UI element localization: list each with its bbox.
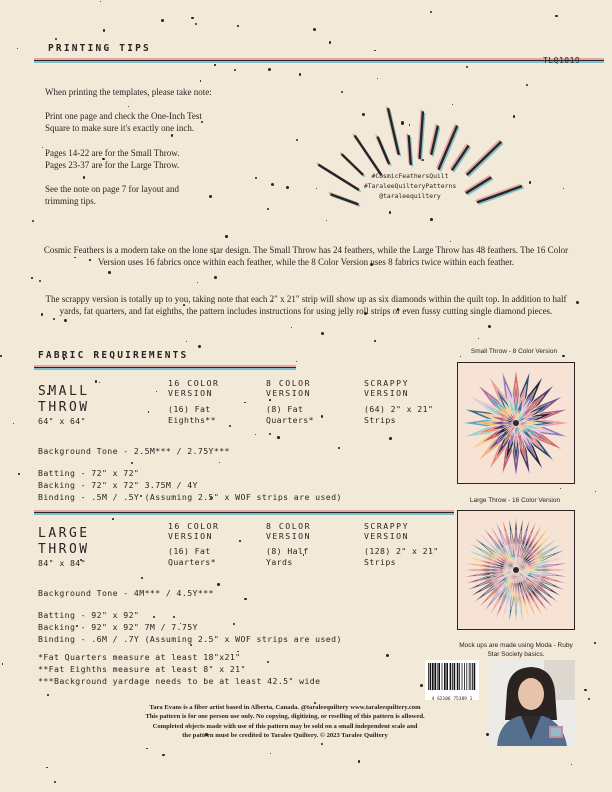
small-col3-value: (64) 2" x 21" Strips (364, 404, 434, 425)
paper-speck (555, 15, 557, 17)
barcode-bar (466, 663, 467, 690)
barcode-number: 4 62106 75389 1 (431, 697, 473, 702)
paper-speck (267, 208, 269, 210)
paper-speck (563, 188, 564, 189)
small-throw-title-2: THROW (38, 400, 90, 415)
paper-speck (594, 642, 596, 644)
paper-speck (478, 338, 479, 339)
paper-speck (18, 473, 20, 475)
paper-speck (420, 684, 423, 687)
barcode-bar (464, 663, 465, 690)
paper-speck (217, 583, 219, 585)
sunburst-ray (475, 184, 520, 200)
hashtag-quilt: #CosmicFeathersQuilt (371, 172, 449, 180)
paper-speck (225, 235, 227, 237)
paper-speck (53, 318, 55, 320)
paper-speck (100, 1, 101, 2)
paper-speck (244, 598, 246, 600)
large-col2-head: 8 COLOR VERSION (266, 521, 312, 541)
paper-speck (108, 271, 111, 274)
paper-speck (146, 748, 148, 750)
paper-speck (430, 11, 432, 13)
note-fat-eighths: **Fat Eighths measure at least 8" x 21" (38, 664, 246, 674)
mockup-note: Mock ups are made using Moda - Ruby Star Society basics. (459, 642, 573, 658)
paper-speck (13, 423, 14, 424)
barcode-bar (457, 663, 459, 690)
barcode-bar (462, 663, 463, 690)
intro-paragraph-1: Cosmic Feathers is a modern take on the lone star design. The Small Throw has 24 feathers, while the Large Throw has 48 feathers. The 16 Color Version uses 16 fabrics once within each feather, while the 8 Color Version uses 8 fabrics twice within each feather. (43, 245, 569, 267)
small-background: Background Tone - 2.5M*** / 2.75Y*** (38, 446, 230, 456)
paper-speck (2, 663, 3, 664)
small-throw-title-1: SMALL (38, 384, 90, 399)
paper-speck (255, 434, 256, 435)
large-col2-value: (8) Half Yards (266, 546, 309, 567)
paper-speck (291, 327, 292, 328)
paper-speck (571, 764, 572, 765)
small-throw-quilt-image (457, 362, 575, 484)
paper-speck (239, 540, 240, 541)
paper-speck (32, 220, 34, 222)
paper-speck (269, 399, 271, 401)
paper-speck (374, 50, 376, 52)
hashtag-patterns: #TaraleeQuilteryPatterns (363, 182, 457, 190)
large-col1-value: (16) Fat Quarters* (168, 546, 216, 567)
paper-speck (488, 325, 491, 328)
sunburst-rays-graphic (280, 65, 550, 225)
paper-speck (47, 694, 49, 696)
instagram-handle: @taraleequiltery (379, 192, 441, 200)
large-throw-size: 84" x 84" (38, 558, 86, 568)
lone-star-small-graphic (458, 363, 574, 483)
intro-paragraph-2: The scrappy version is totally up to you, taking note that each 2" x 21" strip will show up as six diamonds within the quilt top. In addition to half yards, fat quarters, and fat eighths, the pattern includes instructions for using jelly roll strips or even fussy cutting single diamond pieces. (45, 294, 567, 316)
hashtags (345, 171, 475, 201)
paper-speck (338, 447, 340, 449)
paper-speck (162, 754, 165, 757)
paper-speck (131, 462, 133, 464)
small-col3-head: SCRAPPY VERSION (364, 378, 410, 398)
large-batting: Batting - 92" x 92" (38, 610, 140, 620)
barcode-bars (425, 660, 479, 692)
small-col1-value: (16) Fat Eighths** (168, 404, 216, 425)
sunburst-ray (377, 137, 389, 165)
barcode-bar (438, 663, 440, 690)
paper-speck (595, 491, 596, 492)
barcode-bar (454, 663, 456, 690)
large-backing: Backing - 92" x 92" 7M / 7.75Y (38, 622, 198, 632)
paper-speck (233, 623, 235, 625)
paper-speck (237, 25, 238, 26)
large-binding: Binding - .6M / .7Y (Assuming 2.5" x WOF strips are used) (38, 634, 342, 644)
large-throw-title (38, 526, 90, 569)
note-fat-quarters: *Fat Quarters measure at least 18"x21" (38, 652, 241, 662)
large-throw-title-1: LARGE (38, 526, 90, 541)
paper-speck (198, 345, 201, 348)
paper-speck (141, 577, 143, 579)
large-background: Background Tone - 4M*** / 4.5Y*** (38, 588, 214, 598)
barcode-bar (469, 663, 470, 690)
paper-speck (42, 147, 43, 148)
barcode-bar (428, 663, 429, 690)
paper-speck (270, 753, 271, 754)
barcode-bar (452, 663, 453, 690)
paper-speck (560, 488, 561, 489)
sunburst-ray (452, 145, 469, 170)
paper-speck (54, 781, 56, 783)
paper-speck (46, 767, 48, 769)
paper-speck (64, 319, 67, 322)
paper-speck (195, 23, 198, 26)
paper-speck (321, 415, 324, 418)
paper-speck (313, 28, 316, 31)
footer-line-1: Tara Evans is a fiber artist based in Alberta, Canada. @taraleequiltery www.taraleequiltery.com (149, 704, 421, 711)
paper-speck (0, 355, 2, 357)
paper-speck (55, 38, 57, 40)
paper-speck (588, 698, 590, 700)
paper-speck (197, 282, 198, 283)
paper-speck (148, 411, 150, 413)
paper-speck (576, 301, 579, 304)
paper-speck (214, 276, 217, 279)
small-col2-value: (8) Fat Quarters* (266, 404, 314, 425)
paper-speck (389, 437, 392, 440)
paper-speck (268, 68, 271, 71)
small-batting: Batting - 72" x 72" (38, 468, 140, 478)
tip-line: Print one page and check the One-Inch Test (45, 111, 202, 122)
paper-speck (329, 41, 331, 43)
large-throw-quilt-image (457, 510, 575, 630)
paper-speck (219, 462, 220, 463)
paper-speck (31, 277, 33, 279)
barcode-bar (470, 663, 471, 690)
paper-speck (112, 518, 114, 520)
paper-speck (161, 19, 164, 22)
barcode-bar (474, 663, 476, 690)
barcode-bar (446, 663, 448, 690)
lone-star-large-graphic (458, 511, 574, 629)
paper-speck (584, 689, 586, 691)
paper-speck (99, 382, 100, 383)
small-throw-size: 64" x 64" (38, 416, 86, 426)
paper-speck (186, 341, 187, 342)
paper-speck (358, 760, 361, 763)
paper-speck (374, 340, 376, 342)
small-throw-caption: Small Throw - 8 Color Version (470, 348, 558, 355)
tip-line: See the note on page 7 for layout and (45, 184, 179, 195)
barcode-bar (459, 663, 460, 690)
large-throw-title-2: THROW (38, 542, 90, 557)
tip-line: Pages 23-37 are for the Large Throw. (45, 159, 180, 170)
paper-speck (234, 69, 236, 71)
barcode-bar (432, 663, 434, 690)
sunburst-ray (388, 108, 399, 155)
sunburst-ray (467, 142, 502, 175)
paper-speck (229, 425, 231, 427)
paper-speck (191, 17, 193, 19)
paper-speck (386, 654, 389, 657)
paper-speck (39, 280, 41, 282)
star-center (513, 567, 519, 573)
paper-speck (17, 48, 19, 50)
note-background-width: ***Background yardage needs to be at least 42.5" wide (38, 676, 321, 686)
footer-line-2: This pattern is for one person use only. No copying, digitizing, or reselling of this pattern is allowed. (145, 713, 425, 721)
barcode-bar (430, 663, 432, 690)
large-col3-head: SCRAPPY VERSION (364, 521, 410, 541)
paper-speck (277, 436, 280, 439)
paper-speck (269, 433, 271, 435)
printing-tips-heading: PRINTING TIPS (48, 43, 151, 54)
barcode-bar (472, 663, 473, 690)
paper-speck (103, 29, 106, 32)
paper-speck (200, 80, 201, 81)
small-col2-head: 8 COLOR VERSION (266, 378, 312, 398)
barcode-bar (444, 663, 446, 690)
paper-speck (460, 356, 461, 357)
paper-speck (321, 332, 324, 335)
author-photo (489, 660, 575, 746)
paper-speck (95, 380, 97, 382)
tip-line: trimming tips. (45, 196, 97, 207)
barcode-bar (437, 663, 438, 690)
pattern-code: TLQ1019 (543, 56, 581, 65)
barcode-bar (434, 663, 436, 690)
large-col3-value: (128) 2" x 21" Strips (364, 546, 439, 567)
tip-line: Pages 14-22 are for the Small Throw. (45, 147, 180, 158)
sunburst-ray (465, 140, 500, 173)
paper-speck (214, 64, 215, 65)
paper-speck (321, 743, 323, 745)
paper-speck (244, 402, 246, 404)
fabric-requirements-heading: FABRIC REQUIREMENTS (38, 350, 189, 361)
fabric-notes (38, 651, 320, 687)
paper-speck (156, 391, 157, 392)
tip-line: Square to make sure it's exactly one inch. (45, 123, 195, 134)
star-center (513, 420, 519, 426)
tip-line: When printing the templates, please take note: (45, 87, 212, 97)
footer-text (80, 703, 490, 741)
small-binding: Binding - .5M / .5Y (Assuming 2.5" x WOF strips are used) (38, 492, 342, 502)
barcode (425, 660, 479, 700)
sunburst-ray (479, 188, 524, 204)
paper-speck (450, 241, 452, 243)
large-col1-head: 16 COLOR VERSION (168, 521, 220, 541)
small-col1-head: 16 COLOR VERSION (168, 378, 220, 398)
barcode-bar (442, 663, 443, 690)
barcode-bar (450, 663, 452, 690)
footer-line-4: the pattern must be credited to Taralee Quiltery. © 2023 Taralee Quiltery (182, 732, 388, 740)
sunburst-ray (477, 186, 522, 202)
small-backing: Backing - 72" x 72" 3.75M / 4Y (38, 480, 198, 490)
paper-speck (296, 361, 297, 362)
author-portrait-graphic (489, 660, 575, 746)
large-throw-caption: Large Throw - 16 Color Version (469, 497, 561, 504)
paper-speck (173, 616, 175, 618)
printing-tips-text (45, 86, 275, 207)
small-throw-title (38, 384, 90, 427)
paper-speck (153, 616, 155, 618)
footer-line-3: Completed objects made with use of this pattern may be sold on a small independent scale and (152, 722, 418, 730)
